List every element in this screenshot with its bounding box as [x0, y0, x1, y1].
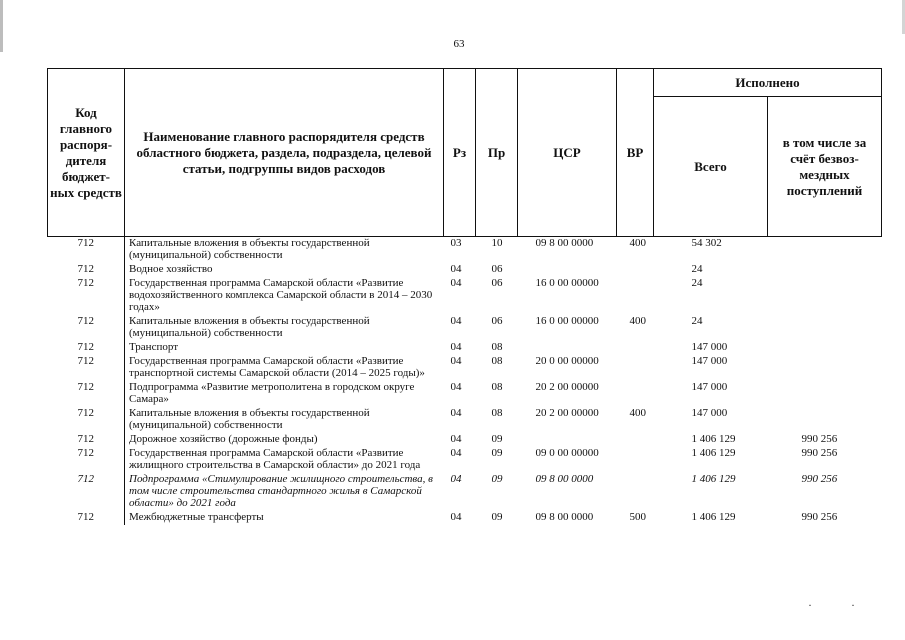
- cell-vr: [617, 341, 654, 355]
- page-number: 63: [453, 38, 465, 50]
- header-rz: Рз: [444, 69, 476, 237]
- table-body: [48, 237, 882, 526]
- cell-pr: 06: [491, 263, 503, 275]
- cell-total: 24: [691, 277, 703, 289]
- cell-rz: 04: [450, 355, 462, 367]
- cell-total: 147 000: [691, 381, 728, 393]
- header-executed: Исполнено: [654, 69, 882, 97]
- cell-csr: 16 0 00 00000: [535, 315, 599, 327]
- table-row: [48, 511, 882, 525]
- cell-pr: 06: [491, 315, 503, 327]
- cell-pr: 10: [491, 237, 503, 249]
- cell-vr: 400: [629, 315, 646, 327]
- cell-vr: [617, 447, 654, 473]
- header-pr: Пр: [476, 69, 518, 237]
- cell-total: 1 406 129: [691, 447, 736, 459]
- cell-free: [768, 355, 882, 381]
- cell-vr: [617, 263, 654, 277]
- cell-csr: 16 0 00 00000: [535, 277, 599, 289]
- cell-vr: [617, 473, 654, 511]
- cell-name: Подпрограмма «Развитие метрополитена в городском округе Самара»: [125, 381, 444, 407]
- cell-pr: 08: [491, 355, 503, 367]
- cell-code: 712: [77, 355, 94, 367]
- cell-rz: 04: [450, 381, 462, 393]
- cell-name: Подпрограмма «Стимулирование жилищного строительства, в том числе строительства стандартного жилья в Самарской области» до 2021 года: [125, 473, 444, 511]
- cell-rz: 03: [450, 237, 462, 249]
- cell-vr: [617, 433, 654, 447]
- cell-name: Капитальные вложения в объекты государственной (муниципальной) собственности: [125, 407, 444, 433]
- table-row: [48, 237, 882, 264]
- cell-name: Капитальные вложения в объекты государственной (муниципальной) собственности: [125, 315, 444, 341]
- cell-code: 712: [77, 511, 94, 523]
- cell-total: 147 000: [691, 407, 728, 419]
- cell-csr: [518, 263, 617, 277]
- cell-free: [768, 341, 882, 355]
- cell-name: Государственная программа Самарской области «Развитие жилищного строительства в Самарской области» до 2021 года: [125, 447, 444, 473]
- header-code: Код главного распоря-дителя бюджет-ных средств: [48, 69, 125, 237]
- cell-rz: 04: [450, 263, 462, 275]
- cell-pr: 09: [491, 447, 503, 459]
- cell-rz: 04: [450, 341, 462, 353]
- cell-free: 990 256: [801, 473, 838, 485]
- table-header: [48, 69, 882, 237]
- cell-free: [768, 407, 882, 433]
- table-row: [48, 433, 882, 447]
- cell-pr: 08: [491, 341, 503, 353]
- table-row: [48, 473, 882, 511]
- cell-code: 712: [77, 407, 94, 419]
- cell-name: Государственная программа Самарской области «Развитие водохозяйственного комплекса Самарской области в 2014 – 2030 годах»: [125, 277, 444, 315]
- header-free: в том числе за счёт безвоз-мездных поступлений: [768, 97, 882, 237]
- cell-csr: 09 8 00 0000: [535, 473, 594, 485]
- cell-free: 990 256: [801, 511, 838, 523]
- cell-total: 1 406 129: [691, 511, 736, 523]
- cell-pr: 09: [491, 473, 503, 485]
- table-row: [48, 381, 882, 407]
- cell-pr: 08: [491, 407, 503, 419]
- cell-name: Государственная программа Самарской области «Развитие транспортной системы Самарской области (2014 – 2025 годы)»: [125, 355, 444, 381]
- cell-code: 712: [77, 473, 94, 485]
- cell-total: 24: [691, 315, 703, 327]
- cell-rz: 04: [450, 315, 462, 327]
- cell-total: 147 000: [691, 355, 728, 367]
- cell-vr: [617, 355, 654, 381]
- cell-vr: [617, 381, 654, 407]
- cell-name: Капитальные вложения в объекты государственной (муниципальной) собственности: [125, 237, 444, 264]
- cell-free: 990 256: [801, 447, 838, 459]
- table-row: [48, 355, 882, 381]
- cell-name: Дорожное хозяйство (дорожные фонды): [125, 433, 444, 447]
- cell-code: 712: [77, 315, 94, 327]
- cell-vr: 400: [629, 407, 646, 419]
- header-csr: ЦСР: [518, 69, 617, 237]
- cell-rz: 04: [450, 407, 462, 419]
- cell-total: 1 406 129: [691, 473, 736, 485]
- cell-pr: 09: [491, 433, 503, 445]
- cell-free: [768, 277, 882, 315]
- cell-csr: 09 8 00 0000: [535, 237, 594, 249]
- cell-name: Водное хозяйство: [125, 263, 444, 277]
- cell-free: [768, 315, 882, 341]
- cell-csr: 09 0 00 00000: [535, 447, 599, 459]
- cell-free: [768, 263, 882, 277]
- cell-code: 712: [77, 447, 94, 459]
- cell-total: 24: [691, 263, 703, 275]
- cell-vr: [617, 277, 654, 315]
- cell-rz: 04: [450, 447, 462, 459]
- cell-vr: 500: [629, 511, 646, 523]
- cell-free: [768, 381, 882, 407]
- cell-code: 712: [77, 277, 94, 289]
- cell-free: 990 256: [801, 433, 838, 445]
- cell-name: Межбюджетные трансферты: [125, 511, 444, 525]
- header-total: Всего: [654, 97, 768, 237]
- header-vr: ВР: [617, 69, 654, 237]
- cell-rz: 04: [450, 277, 462, 289]
- cell-code: 712: [77, 237, 94, 249]
- table-row: [48, 447, 882, 473]
- budget-table: [47, 68, 882, 525]
- table-row: [48, 315, 882, 341]
- cell-csr: 09 8 00 0000: [535, 511, 594, 523]
- cell-csr: 20 0 00 00000: [535, 355, 599, 367]
- header-name: Наименование главного распорядителя средств областного бюджета, раздела, подраздела, целевой статьи, подгруппы видов расходов: [125, 69, 444, 237]
- cell-code: 712: [77, 341, 94, 353]
- table-row: [48, 277, 882, 315]
- cell-vr: 400: [629, 237, 646, 249]
- cell-pr: 09: [491, 511, 503, 523]
- scan-edge-left: [0, 0, 3, 52]
- cell-rz: 04: [450, 473, 462, 485]
- cell-csr: 20 2 00 00000: [535, 381, 599, 393]
- table-row: [48, 263, 882, 277]
- table-row: [48, 341, 882, 355]
- cell-total: 147 000: [691, 341, 728, 353]
- cell-code: 712: [77, 433, 94, 445]
- cell-pr: 08: [491, 381, 503, 393]
- cell-csr: [518, 433, 617, 447]
- cell-total: 1 406 129: [691, 433, 736, 445]
- cell-code: 712: [77, 381, 94, 393]
- cell-rz: 04: [450, 433, 462, 445]
- cell-rz: 04: [450, 511, 462, 523]
- table-row: [48, 407, 882, 433]
- cell-code: 712: [77, 263, 94, 275]
- cell-csr: 20 2 00 00000: [535, 407, 599, 419]
- cell-free: [768, 237, 882, 264]
- cell-total: 54 302: [691, 237, 722, 249]
- scan-specks: · ·: [808, 598, 873, 612]
- cell-pr: 06: [491, 277, 503, 289]
- cell-name: Транспорт: [125, 341, 444, 355]
- cell-csr: [518, 341, 617, 355]
